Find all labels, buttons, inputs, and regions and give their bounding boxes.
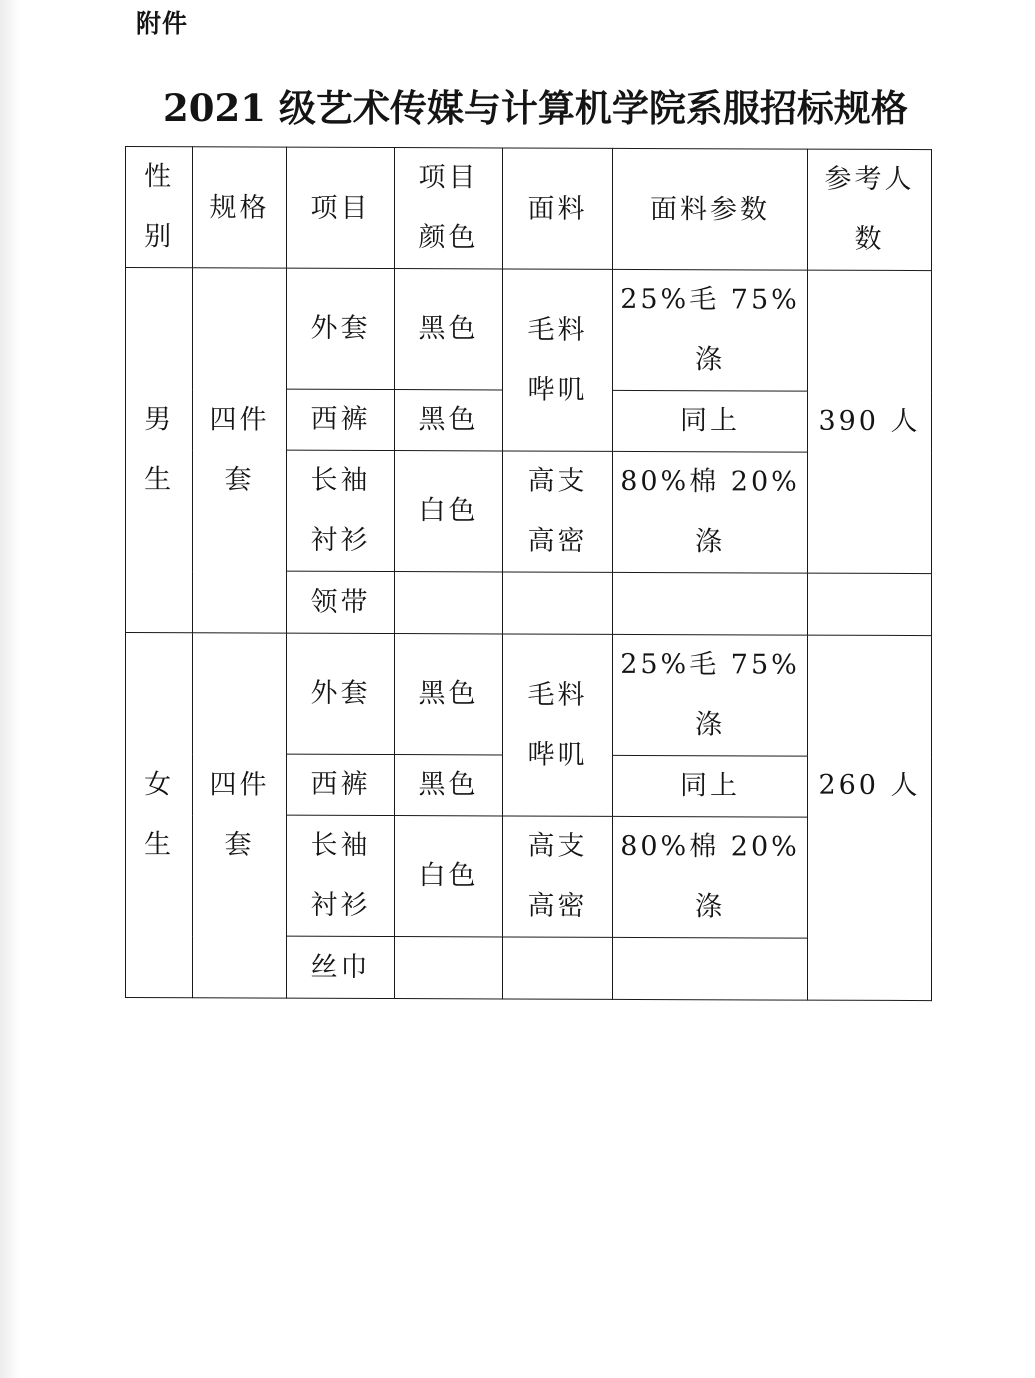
gender-cell: 男生 — [126, 268, 193, 633]
spec-cell: 四件套 — [193, 268, 287, 633]
params-cell: 80%棉 20%涤 — [613, 816, 808, 938]
header-gender: 性别 — [126, 147, 193, 268]
item-cell: 西裤 — [287, 389, 395, 450]
color-cell — [395, 937, 503, 999]
color-cell: 黑色 — [395, 755, 503, 816]
fabric-cell — [503, 572, 613, 634]
ref-count-cell: 260 人 — [808, 635, 932, 1000]
item-cell: 领带 — [287, 571, 395, 633]
table-row — [126, 633, 932, 757]
fabric-cell: 毛料哔叽 — [503, 634, 613, 816]
header-fabric: 面料 — [503, 148, 613, 269]
params-cell: 25%毛 75%涤 — [613, 634, 808, 756]
header-row — [126, 147, 932, 271]
scan-edge-shadow — [0, 0, 20, 1378]
header-ref-count: 参考人数 — [808, 149, 932, 270]
spec-cell: 四件套 — [193, 633, 287, 998]
item-cell: 长袖衬衫 — [287, 450, 395, 571]
color-cell: 黑色 — [395, 269, 503, 390]
params-cell: 同上 — [613, 390, 808, 452]
fabric-cell — [503, 937, 613, 999]
item-cell: 长袖衬衫 — [287, 815, 395, 936]
ref-count-cell-empty — [808, 573, 932, 635]
item-cell: 丝巾 — [287, 936, 395, 998]
color-cell: 黑色 — [395, 634, 503, 755]
fabric-cell: 高支高密 — [503, 451, 613, 572]
params-cell — [613, 572, 808, 635]
params-cell: 80%棉 20%涤 — [613, 451, 808, 573]
color-cell: 白色 — [395, 816, 503, 937]
color-cell — [395, 572, 503, 634]
header-item: 项目 — [287, 147, 395, 268]
document-title: 2021 级艺术传媒与计算机学院系服招标规格 — [163, 86, 908, 130]
header-item-color: 项目颜色 — [395, 148, 503, 269]
attachment-label: 附件 — [136, 9, 189, 38]
color-cell: 白色 — [395, 451, 503, 572]
color-cell: 黑色 — [395, 390, 503, 451]
fabric-cell: 高支高密 — [503, 816, 613, 937]
item-cell: 西裤 — [287, 754, 395, 815]
ref-count-cell: 390 人 — [808, 270, 932, 573]
params-cell: 25%毛 75%涤 — [613, 269, 808, 391]
gender-cell: 女生 — [126, 633, 193, 998]
fabric-cell: 毛料哔叽 — [503, 269, 613, 451]
params-cell: 同上 — [613, 755, 808, 817]
params-cell — [613, 937, 808, 1000]
header-fabric-params: 面料参数 — [613, 148, 808, 270]
item-cell: 外套 — [287, 268, 395, 389]
spec-table — [125, 146, 932, 1001]
item-cell: 外套 — [287, 633, 395, 754]
table-row — [126, 268, 932, 392]
header-spec: 规格 — [193, 147, 287, 268]
